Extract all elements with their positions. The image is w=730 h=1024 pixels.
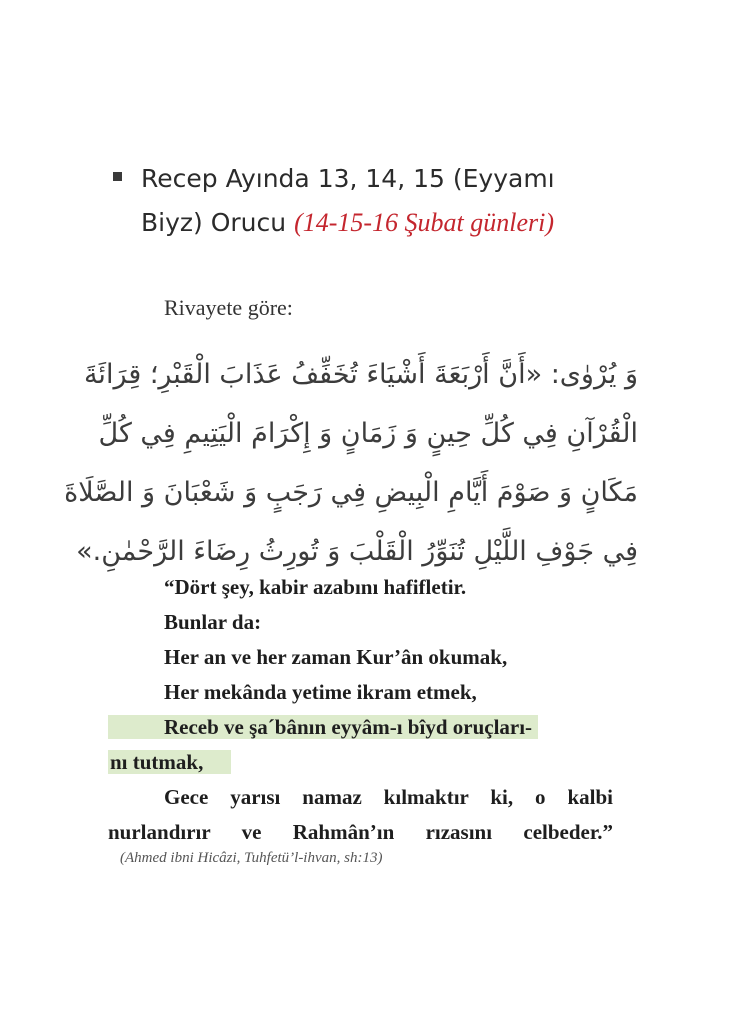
arabic-line-4: فِي جَوْفِ اللَّيْلِ تُنَوِّرُ الْقَلْبَ وَ تُورِثُ رِضَاءَ الرَّحْمٰنِ.» (76, 536, 638, 567)
heading-line-2-text: Biyz) Orucu (141, 208, 295, 237)
translation-line-5 (108, 710, 613, 745)
turkish-translation (108, 570, 613, 850)
intro-text: Rivayete göre: (164, 295, 293, 320)
translation-line-8-text: nurlandırır ve Rahmân’ın rızasını celbeder.” (108, 820, 613, 844)
arabic-line-1: وَ يُرْوٰى: «أَنَّ أَرْبَعَةَ أَشْيَاءَ تُخَفِّفُ عَذَابَ الْقَبْرِ؛ قِرَائَةَ (83, 359, 638, 390)
translation-line-4: Her mekânda yetime ikram etmek, (164, 680, 477, 704)
arabic-hadith (64, 345, 638, 581)
highlighted-text-continued: nı tutmak, (108, 750, 231, 774)
heading-line-2 (113, 201, 673, 245)
arabic-line-3: مَكَانٍ وَ صَوْمَ أَيَّامِ الْبِيضِ فِي رَجَبٍ وَ شَعْبَانَ وَ الصَّلَاةَ (64, 477, 638, 508)
heading-dates: (14-15-16 Şubat günleri) (294, 208, 555, 237)
translation-line-6 (108, 745, 613, 780)
translation-line-8 (108, 815, 613, 850)
square-bullet-icon (113, 172, 122, 181)
source-citation: (Ahmed ibni Hicâzi, Tuhfetü’l-ihvan, sh:13) (120, 850, 383, 866)
translation-line-7-text: Gece yarısı namaz kılmaktır ki, o kalbi (164, 785, 613, 809)
heading (113, 157, 673, 245)
translation-line-1: “Dört şey, kabir azabını hafifletir. (164, 575, 467, 599)
translation-line-7 (108, 780, 613, 815)
translation-line-3: Her an ve her zaman Kur’ân okumak, (164, 645, 508, 669)
heading-line-1: Recep Ayında 13, 14, 15 (Eyyamı (141, 164, 555, 193)
arabic-line-2: الْقُرْآنِ فِي كُلِّ حِينٍ وَ زَمَانٍ وَ إِكْرَامَ الْيَتِيمِ فِي كُلِّ (98, 418, 638, 449)
highlighted-text: Receb ve şa´bânın eyyâm-ı bîyd oruçları- (108, 715, 538, 739)
translation-line-2: Bunlar da: (164, 610, 262, 634)
